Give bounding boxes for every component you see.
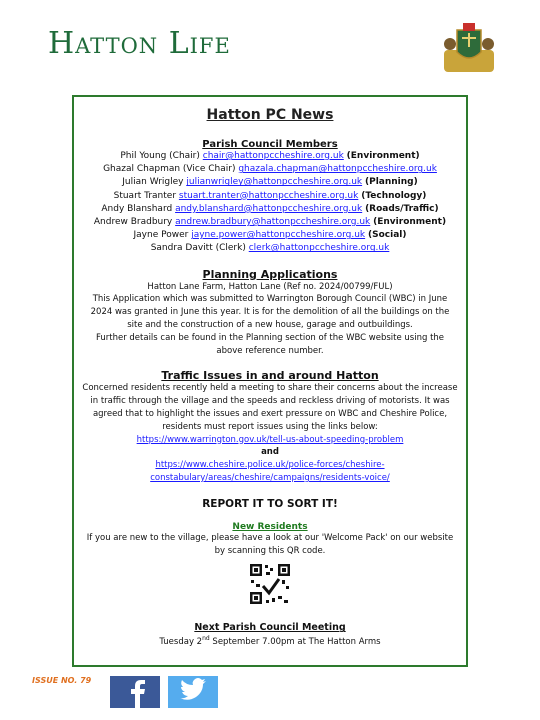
planning-heading: Planning Applications xyxy=(202,267,338,281)
member-name: Stuart Tranter xyxy=(113,190,177,201)
member-row xyxy=(74,150,466,163)
issue-number: ISSUE NO. 79 xyxy=(32,676,92,685)
member-row xyxy=(74,216,466,229)
meeting-heading: Next Parish Council Meeting xyxy=(194,622,346,634)
meeting-day: Tuesday 2 xyxy=(159,637,203,648)
member-role: (Technology) xyxy=(361,190,427,201)
meeting-time-place: September 7.00pm at The Hatton Arms xyxy=(209,637,381,648)
and-text: and xyxy=(261,447,279,458)
member-email-link[interactable]: jayne.power@hattonpccheshire.org.uk xyxy=(191,230,366,241)
members-list xyxy=(74,150,466,256)
news-panel xyxy=(72,95,468,667)
meeting-day-suffix: nd xyxy=(202,635,210,643)
member-role: (Planning) xyxy=(364,177,418,188)
planning-further: Further details can be found in the Planning section of the WBC website using the above reference number. xyxy=(95,332,445,356)
member-name: Ghazal Chapman (Vice Chair) xyxy=(103,164,236,175)
member-name: Sandra Davitt (Clerk) xyxy=(150,243,246,254)
twitter-icon[interactable] xyxy=(168,676,218,708)
traffic-heading: Traffic Issues in and around Hatton xyxy=(161,369,379,383)
masthead-title: Hatton Life xyxy=(48,26,231,61)
member-name: Jayne Power xyxy=(133,230,189,241)
member-row xyxy=(74,163,466,176)
member-role: (Environment) xyxy=(346,151,420,161)
member-name: Andrew Bradbury xyxy=(93,217,173,228)
member-role: (Environment) xyxy=(373,217,447,228)
member-row xyxy=(74,190,466,203)
warrington-link[interactable]: https://www.warrington.gov.uk/tell-us-about-speeding-problem xyxy=(136,434,404,445)
member-email-link[interactable]: clerk@hattonpccheshire.org.uk xyxy=(248,243,390,254)
planning-ref: Hatton Lane Farm, Hatton Lane (Ref no. 2024/00799/FUL) xyxy=(147,281,393,292)
member-row xyxy=(74,203,466,216)
qr-code-icon[interactable] xyxy=(248,562,292,606)
member-email-link[interactable]: andy.blanshard@hattonpccheshire.org.uk xyxy=(175,203,363,214)
facebook-icon[interactable] xyxy=(110,676,160,708)
member-email-link[interactable]: julianwrigley@hattonpccheshire.org.uk xyxy=(186,177,363,188)
member-name: Phil Young (Chair) xyxy=(120,151,200,161)
meeting-details xyxy=(74,633,466,649)
residents-heading: New Residents xyxy=(232,521,308,532)
traffic-text: Concerned residents recently held a meeting to share their concerns about the increase in traffic through the village and the speeds and reckless driving of motorists. It was agreed that to highlight the issues and exert pressure on WBC and Cheshire Police, residents must report issues using the links below: xyxy=(82,383,458,432)
report-callout: REPORT IT TO SORT IT! xyxy=(202,497,338,510)
member-name: Julian Wrigley xyxy=(122,177,184,188)
cheshire-police-link[interactable]: https://www.cheshire.police.uk/police-forces/cheshire-constabulary/areas/cheshire/campaigns/residents-voice/ xyxy=(150,460,390,483)
crest-icon xyxy=(440,20,498,76)
member-email-link[interactable]: ghazala.chapman@hattonpccheshire.org.uk xyxy=(238,164,437,175)
member-name: Andy Blanshard xyxy=(101,203,173,214)
member-email-link[interactable]: chair@hattonpccheshire.org.uk xyxy=(202,151,344,161)
member-row xyxy=(74,242,466,255)
member-email-link[interactable]: stuart.tranter@hattonpccheshire.org.uk xyxy=(178,190,359,201)
member-role: (Roads/Traffic) xyxy=(365,203,439,214)
member-email-link[interactable]: andrew.bradbury@hattonpccheshire.org.uk xyxy=(175,217,371,228)
news-title: Hatton PC News xyxy=(206,107,334,123)
member-row xyxy=(74,229,466,242)
members-heading: Parish Council Members xyxy=(202,139,338,150)
planning-text: This Application which was submitted to Warrington Borough Council (WBC) in June 2024 was granted in June this year. It is for the demolition of all the buildings on the site and the construction of a new house, garage and outbuildings. xyxy=(90,294,450,331)
member-role: (Social) xyxy=(368,230,407,241)
residents-text: If you are new to the village, please have a look at our 'Welcome Pack' on our website by scanning this QR code. xyxy=(86,532,454,556)
member-row xyxy=(74,176,466,189)
